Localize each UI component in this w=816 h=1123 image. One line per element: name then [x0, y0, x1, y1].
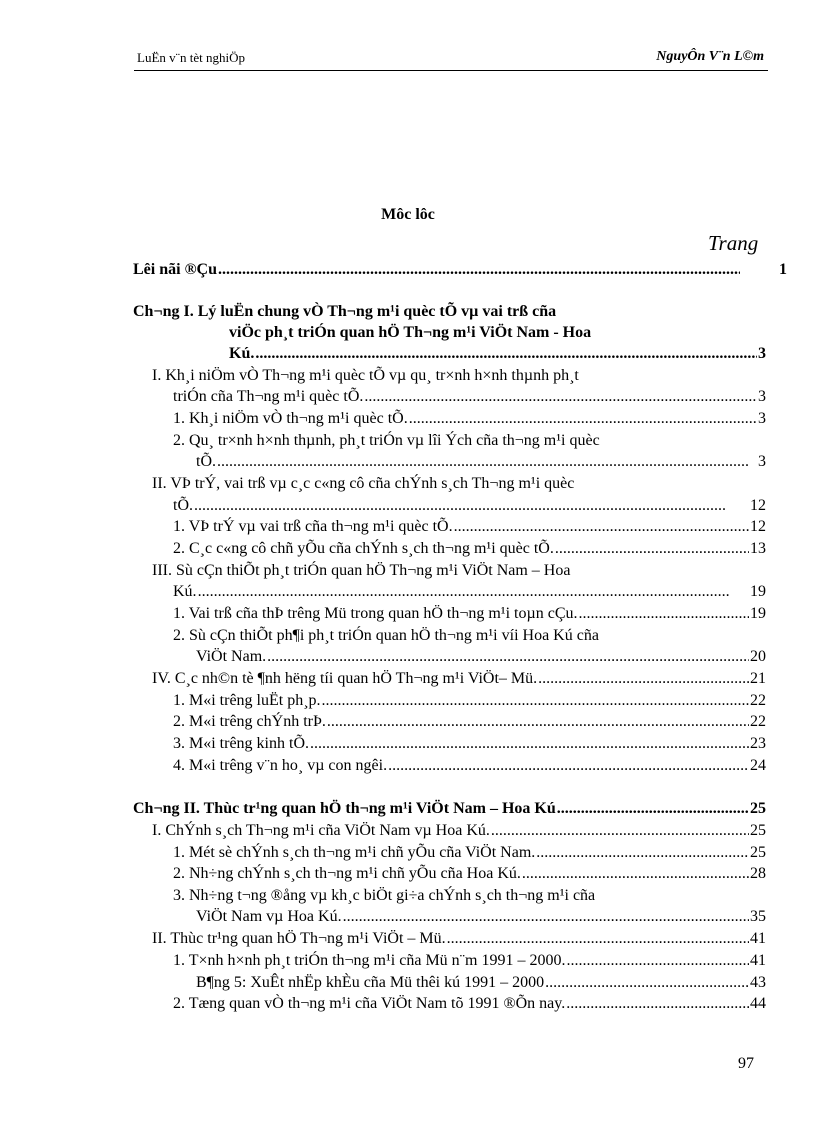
toc-section[interactable]: I. Kh¸i niÖm vÒ Th¬ng m¹i quèc tÕ vµ qu¸ tr×nh h×nh thµnh ph¸t: [152, 367, 579, 384]
toc-section[interactable]: II. VÞ trÝ, vai trß vµ c¸c c«ng cô cña chÝnh s¸ch Th¬ng m¹i quèc: [152, 475, 575, 492]
toc-entry[interactable]: [173, 843, 766, 862]
dot-leader: [194, 496, 749, 515]
header-left: LuËn v¨n tèt nghiÖp: [137, 50, 245, 65]
toc-entry-text: 2. Tæng quan vÒ th¬ng m¹i cña ViÖt Nam tõ 1991 ®Õn nay.: [173, 995, 566, 1012]
page-title: Môc lôc: [381, 206, 435, 223]
dot-leader: [536, 843, 749, 862]
toc-entry[interactable]: [173, 951, 766, 970]
toc-page-number: 25: [750, 822, 766, 839]
dot-leader: [322, 691, 749, 710]
toc-entry-text: 1. Kh¸i niÖm vÒ th¬ng m¹i quèc tÕ.: [173, 410, 408, 427]
dot-leader: [491, 821, 749, 840]
toc-chapter-heading-line2: viÖc ph¸t triÓn quan hÖ Th¬ng m¹i ViÖt Nam - Hoa: [229, 324, 592, 341]
toc-entry-text: Kú.: [173, 583, 197, 600]
header-right: NguyÔn V¨n L©m: [656, 49, 764, 64]
toc-page-number: 13: [750, 540, 766, 557]
toc-entry-text: IV. C¸c nh©n tè ¶nh hëng tíi quan hÖ Th¬ng m¹i ViÖt– Mü.: [152, 670, 538, 687]
toc-entry-text: tÕ.: [173, 497, 193, 514]
toc-page-number: 25: [750, 800, 766, 817]
dot-leader: [409, 409, 757, 428]
page-number: 97: [738, 1055, 754, 1072]
trang-label: Trang: [708, 231, 759, 255]
toc-page-number: 35: [750, 908, 766, 925]
toc-entry-text: 1. M«i trêng luËt ph¸p.: [173, 692, 321, 709]
dot-leader: [447, 929, 749, 948]
toc-entry-text: ViÖt Nam vµ Hoa Kú.: [196, 908, 342, 925]
toc-entry-text: 2. Nh÷ng chÝnh s¸ch th¬ng m¹i chñ yÕu cña Hoa Kú.: [173, 865, 521, 882]
toc-entry-text: 1. Vai trß cña thÞ trêng Mü trong quan hÖ th¬ng m¹i toµn cÇu.: [173, 605, 578, 622]
toc-entry[interactable]: [173, 582, 766, 601]
dot-leader: [388, 756, 749, 775]
toc-subsection[interactable]: 2. Qu¸ tr×nh h×nh thµnh, ph¸t triÓn vµ lîi Ých cña th¬ng m¹i quèc: [173, 432, 600, 449]
toc-page-number: 19: [750, 605, 766, 622]
toc-page-number: 19: [750, 583, 766, 600]
header-divider: [134, 70, 768, 71]
toc-page-number: 22: [750, 692, 766, 709]
toc-entry[interactable]: [133, 260, 741, 279]
toc-entry[interactable]: [196, 647, 766, 666]
toc-page-number: 3: [758, 453, 766, 470]
toc-entry[interactable]: [173, 496, 766, 515]
toc-section[interactable]: III. Sù cÇn thiÕt ph¸t triÓn quan hÖ Th¬ng m¹i ViÖt Nam – Hoa: [152, 562, 571, 579]
toc-page-number: 28: [750, 865, 766, 882]
toc-entry[interactable]: [173, 691, 766, 710]
dot-leader: [343, 907, 749, 926]
toc-entry[interactable]: [173, 994, 766, 1013]
dot-leader: [522, 864, 749, 883]
toc-entry-text: Lêi nãi ®Çu: [133, 261, 217, 278]
toc-page-number: 3: [758, 345, 766, 362]
toc-page-number: 44: [750, 995, 766, 1012]
toc-chapter-heading[interactable]: Ch¬ng I. Lý luËn chung vÒ Th¬ng m¹i quèc tÕ vµ vai trß cña: [133, 303, 557, 320]
dot-leader: [578, 604, 749, 623]
toc-entry[interactable]: [152, 821, 766, 840]
toc-page-number: 3: [758, 388, 766, 405]
dot-leader: [364, 387, 757, 406]
dot-leader: [555, 539, 749, 558]
toc-subsection[interactable]: 2. Sù cÇn thiÕt ph¶i ph¸t triÓn quan hÖ th¬ng m¹i víi Hoa Kú cña: [173, 627, 599, 644]
toc-entry[interactable]: [173, 517, 766, 536]
toc-entry-text: 1. Mét sè chÝnh s¸ch th¬ng m¹i chñ yÕu cña ViÖt Nam.: [173, 844, 536, 861]
dot-leader: [557, 799, 749, 818]
toc-entry-text: ViÖt Nam.: [196, 648, 267, 665]
dot-leader: [327, 712, 749, 731]
toc-page-number: 21: [750, 670, 766, 687]
toc-entry-text: 4. M«i trêng v¨n ho¸ vµ con ngêi.: [173, 757, 388, 774]
dot-leader: [454, 517, 749, 536]
dot-leader: [267, 647, 749, 666]
toc-page-number: 41: [750, 952, 766, 969]
dot-leader: [218, 260, 740, 279]
toc-entry-text: triÓn cña Th¬ng m¹i quèc tÕ.: [173, 388, 364, 405]
toc-page-number: 24: [750, 757, 766, 774]
toc-page-number: 41: [750, 930, 766, 947]
toc-entry[interactable]: [196, 907, 766, 926]
toc-page-number: 3: [758, 410, 766, 427]
toc-entry[interactable]: [173, 604, 766, 623]
toc-entry-text: 2. C¸c c«ng cô chñ yÕu cña chÝnh s¸ch th¬ng m¹i quèc tÕ.: [173, 540, 554, 557]
dot-leader: [538, 669, 749, 688]
toc-entry-text: Kú.: [229, 345, 255, 362]
toc-chapter-entry[interactable]: [133, 799, 766, 818]
toc-page-number: 1: [779, 261, 787, 278]
dot-leader: [198, 582, 749, 601]
toc-entry-text: 1. T×nh h×nh ph¸t triÓn th¬ng m¹i cña Mü n¨m 1991 – 2000.: [173, 952, 566, 969]
dot-leader: [566, 994, 749, 1013]
toc-entry[interactable]: [173, 409, 766, 428]
toc-entry[interactable]: [229, 344, 766, 363]
toc-entry[interactable]: [173, 712, 766, 731]
toc-entry[interactable]: [196, 452, 766, 471]
toc-entry[interactable]: [173, 539, 766, 558]
dot-leader: [310, 734, 749, 753]
toc-page-number: 12: [750, 497, 766, 514]
toc-entry-text: 1. VÞ trÝ vµ vai trß cña th¬ng m¹i quèc tÕ.: [173, 518, 453, 535]
toc-page-number: 25: [750, 844, 766, 861]
toc-entry[interactable]: [173, 387, 766, 406]
toc-subsection[interactable]: 3. Nh÷ng t¬ng ®ång vµ kh¸c biÖt gi÷a chÝnh s¸ch th¬ng m¹i cña: [173, 887, 596, 904]
toc-entry-text: II. Thùc tr¹ng quan hÖ Th¬ng m¹i ViÖt – Mü.: [152, 930, 446, 947]
dot-leader: [217, 452, 757, 471]
toc-entry[interactable]: [173, 734, 766, 753]
dot-leader: [545, 973, 749, 992]
toc-page-number: 43: [750, 974, 766, 991]
toc-entry-text: Ch¬ng II. Thùc tr¹ng quan hÖ th¬ng m¹i ViÖt Nam – Hoa Kú: [133, 800, 556, 817]
dot-leader: [566, 951, 749, 970]
toc-entry[interactable]: [196, 973, 766, 992]
toc-entry-text: 3. M«i trêng kinh tÕ.: [173, 735, 309, 752]
toc-entry[interactable]: [173, 756, 766, 775]
toc-page-number: 20: [750, 648, 766, 665]
toc-page-number: 12: [750, 518, 766, 535]
toc-entry-text: B¶ng 5: XuÊt nhËp khÈu cña Mü thêi kú 1991 – 2000: [196, 974, 545, 991]
toc-page-number: 23: [750, 735, 766, 752]
toc-entry[interactable]: [152, 669, 766, 688]
dot-leader: [255, 344, 757, 363]
toc-page-number: 22: [750, 713, 766, 730]
toc-entry-text: tÕ.: [196, 453, 216, 470]
toc-entry-text: 2. M«i trêng chÝnh trÞ.: [173, 713, 326, 730]
toc-entry-text: I. ChÝnh s¸ch Th¬ng m¹i cña ViÖt Nam vµ Hoa Kú.: [152, 822, 490, 839]
toc-entry[interactable]: [152, 929, 766, 948]
toc-entry[interactable]: [173, 864, 766, 883]
